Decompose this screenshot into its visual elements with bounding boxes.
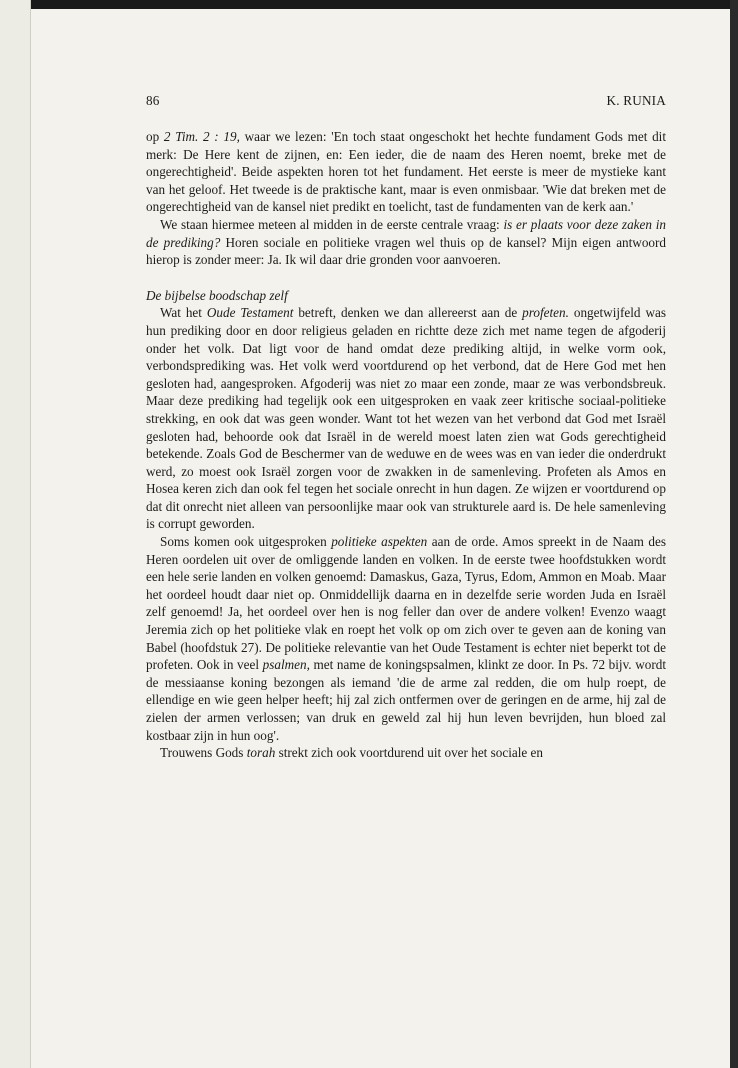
page-gutter-line	[30, 0, 31, 1068]
paragraph-4: Soms komen ook uitgesproken politieke aspekten aan de orde. Amos spreekt in de Naam des Heren oordelen uit over de omliggende landen en volken. In de eerste twee hoofdstukken wordt een hele serie landen en volken genoemd: Damaskus, Gaza, Tyrus, Edom, Ammon en Moab. Maar het oordeel houdt daar niet op. Onmiddellijk daarna en in dezelfde serie worden Juda en Israël zelf genoemd! Ja, het oordeel over hen is nog feller dan over de andere volken! Evenzo waagt Jeremia zich op het politieke vlak en roept het volk op om zich over te geven aan de koning van Babel (hoofdstuk 27). De politieke relevantie van het Oude Testament is echter niet beperkt tot de profeten. Ook in veel psalmen, met name de koningspsalmen, klinkt ze door. In Ps. 72 bijv. wordt de messiaanse koning bezongen als iemand 'die de arme zal redden, die om hulp roept, de ellendige en wie geen helper heeft; hij zal zich ontfermen over de geringen en de arme, hij zal de zielen der armen verlossen; van druk en geweld zal hij hun leven bevrijden, hun bloed zal kostbaar zijn in hun oog'.	[146, 534, 666, 743]
running-author: K. RUNIA	[606, 93, 666, 108]
scripture-reference: 2 Tim. 2 : 19,	[163, 129, 240, 144]
paragraph-2: We staan hiermee meteen al midden in de eerste centrale vraag: is er plaats voor deze zaken in de prediking? Horen sociale en politieke vragen wel thuis op de kansel? Mijn eigen antwoord hierop is zonder meer: Ja. Ik wil daar drie gronden voor aanvoeren.	[146, 216, 667, 268]
body-text	[146, 128, 666, 762]
paragraph-3: Wat het Oude Testament betreft, denken we dan allereerst aan de profeten. ongetwijfeld was hun prediking door en door religieus geladen en richtte deze zich met name tegen de afgoderij onder het volk. Dat ligt voor de hand omdat deze prediking altijd, in welke vorm ook, verbondsprediking was. Het volk werd voortdurend op het verbond, dat de Here God met hen gesloten had, aangesproken. Afgoderij was niet zo maar een zonde, maar ze was verbondsbreuk. Maar deze prediking had tegelijk ook een uitgesproken en vaak zeer kritische sociaal-politieke strekking, en ook dat was geen wonder. Want tot het wezen van het verbond dat God met Israël gesloten had, behoorde ook dat Israël in de wereld moest laten zien wat Gods gerechtigheid betekende. Zoals God de Beschermer van de weduwe en de wees was en van ieder die onderdrukt werd, zo moest ook Israël zorgen voor de zwakken in de samenleving. Profeten als Amos en Hosea keren zich dan ook fel tegen het sociale onrecht in hun dagen. Ze wijzen er voortdurend op dat dit onrecht niet alleen van persoonlijke maar ook van strukturele aard is. De hele samenleving is corrupt geworden.	[146, 305, 666, 532]
central-question: is er plaats voor deze zaken in de prediking?	[146, 216, 666, 250]
page-number: 86	[146, 93, 160, 108]
paragraph-1: op 2 Tim. 2 : 19, waar we lezen: 'En toch staat ongeschokt het hechte fundament Gods met dit merk: De Here kent de zijnen, en: Een ieder, die de naam des Heren noemt, breke met de ongerechtigheid'. Beide aspekten horen tot het fundament. Het eerste is meer de mystieke kant van het geloof. Het tweede is de praktische kant, maar is even onmisbaar. 'Wie dat breken met de ongerechtigheid van de kansel niet predikt en toelicht, tast de fundamenten van de kerk aan.'	[146, 129, 667, 215]
running-header	[146, 93, 666, 109]
section-heading: De bijbelse boodschap zelf	[146, 287, 288, 303]
scan-edge-left	[0, 0, 30, 1068]
paragraph-5: Trouwens Gods torah strekt zich ook voortdurend uit over het sociale en	[160, 745, 543, 761]
scan-edge-top	[0, 0, 738, 9]
scan-edge-right	[730, 0, 738, 1068]
